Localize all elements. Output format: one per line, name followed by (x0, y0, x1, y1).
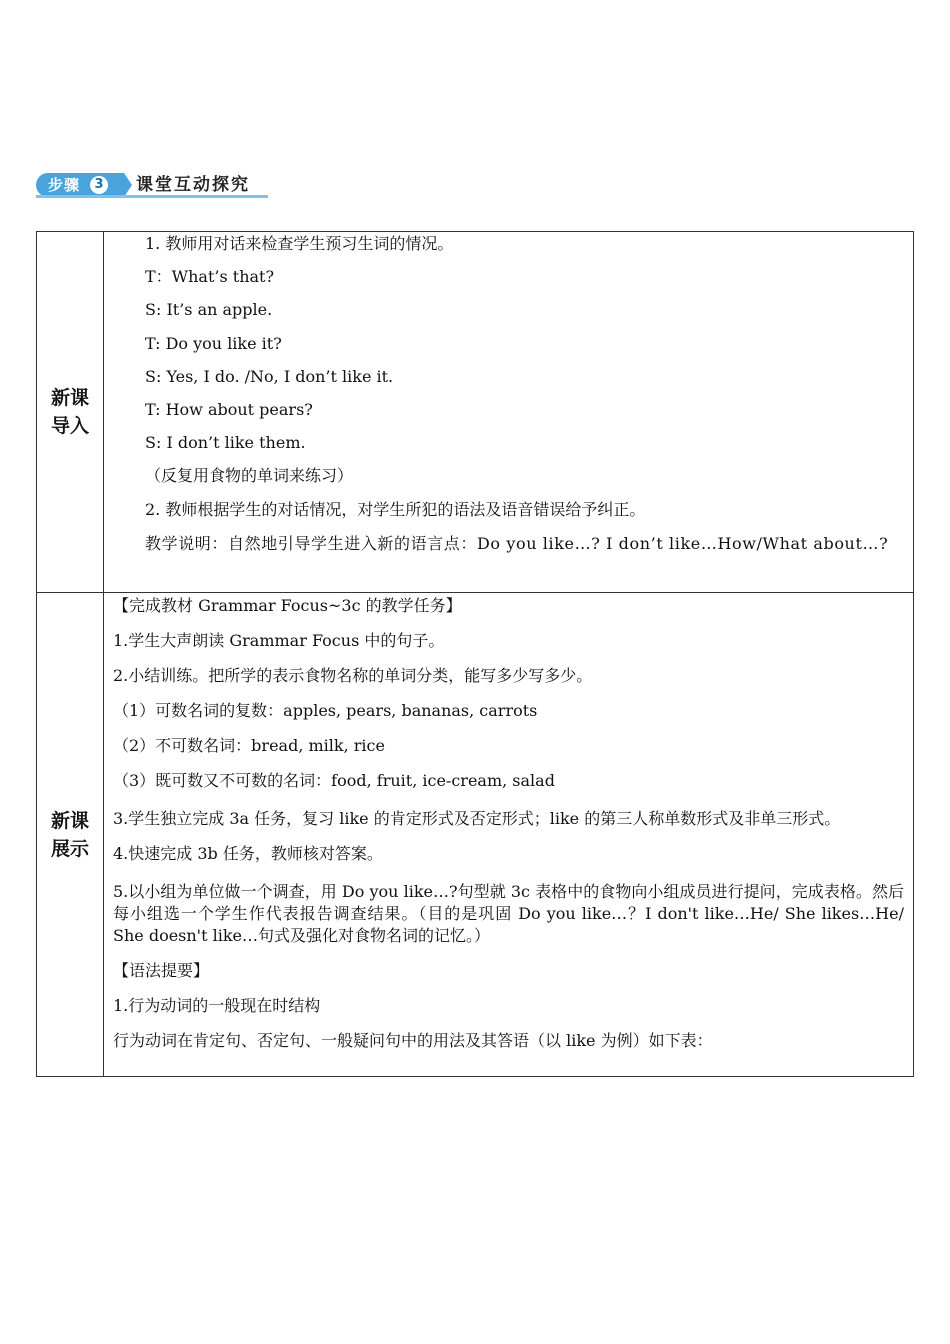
intro-label-line2: 导入 (50, 415, 89, 437)
display-item: 5.以小组为单位做一个调查，用 Do you like…?句型就 3c 表格中的食物向小组成员进行提问，完成表格。然后每小组选一个学生作代表报告调查结果。（目的是巩固 Do you like…？I don't like…He/ She likes…He/ She doesn't like…句式及强化对食物名词的记忆。） (113, 882, 904, 945)
display-item: 3.学生独立完成 3a 任务，复习 like 的肯定形式及否定形式；like 的第三人称单数形式及非单三形式。 (113, 809, 841, 828)
intro-line: （反复用食物的单词来练习） (145, 466, 354, 486)
banner-arrow-icon (124, 173, 132, 197)
intro-line: 2. 教师根据学生的对话情况，对学生所犯的语法及语音错误给予纠正。 (145, 499, 646, 519)
grammar-item: 1.行为动词的一般现在时结构 (113, 996, 321, 1015)
intro-line: T: Do you like it? (145, 333, 282, 353)
intro-line: T：What’s that? (145, 267, 275, 287)
intro-line: T: How about pears? (145, 399, 313, 419)
grammar-description: 行为动词在肯定句、否定句、一般疑问句中的用法及其答语（以 like 为例）如下表： (113, 1031, 713, 1050)
step-label-text: 步骤 (48, 176, 81, 194)
display-content (104, 593, 914, 1077)
grammar-header: 【语法提要】 (113, 961, 210, 980)
intro-teaching-note: 教学说明：自然地引导学生进入新的语言点：Do you like…? I don’t like…How/What about…? (145, 533, 889, 553)
display-label-line2: 展示 (50, 837, 89, 860)
display-label-line1: 新课 (50, 809, 89, 832)
display-subitem: （2）不可数名词：bread, milk, rice (113, 736, 385, 755)
intro-line: S: Yes, I do. /No, I don’t like it. (145, 366, 394, 386)
intro-content (104, 232, 914, 593)
intro-line: 1. 教师用对话来检查学生预习生词的情况。 (145, 234, 454, 253)
display-subitem: （1）可数名词的复数：apples, pears, bananas, carrots (113, 701, 538, 720)
intro-row (37, 232, 914, 593)
display-item: 1.学生大声朗读 Grammar Focus 中的句子。 (113, 631, 445, 650)
step-number-badge: 3 (90, 176, 108, 194)
intro-label (37, 232, 104, 593)
display-subitem: （3）既可数又不可数的名词：food, fruit, ice-cream, salad (113, 771, 555, 790)
intro-line: S: I don’t like them. (145, 433, 306, 453)
display-item: 4.快速完成 3b 任务，教师核对答案。 (113, 844, 383, 863)
display-row (37, 593, 914, 1077)
step-banner (36, 173, 268, 197)
banner-underline (36, 195, 268, 198)
display-item: 2.小结训练。把所学的表示食物名称的单词分类，能写多少写多少。 (113, 666, 593, 685)
section-title: 课堂互动探究 (136, 175, 250, 195)
lesson-table (36, 231, 914, 1077)
display-label (37, 593, 104, 1077)
step-label (36, 173, 124, 197)
intro-line: S: It’s an apple. (145, 300, 273, 320)
task-header: 【完成教材 Grammar Focus~3c 的教学任务】 (113, 596, 462, 615)
intro-label-line1: 新课 (50, 387, 89, 409)
